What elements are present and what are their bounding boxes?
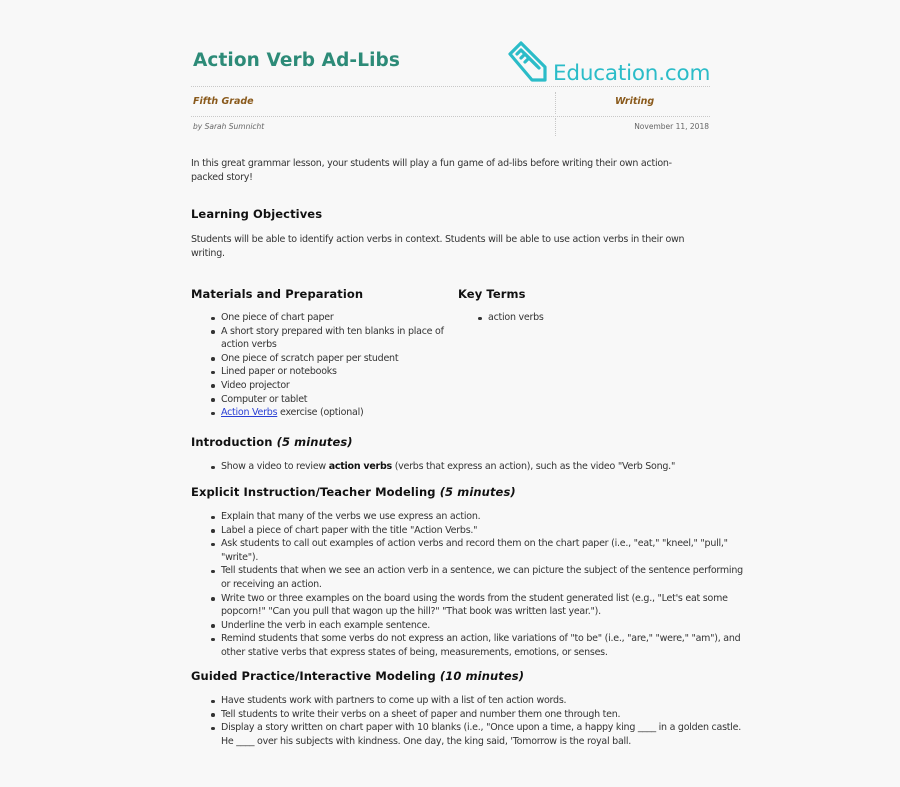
explicit-instruction-heading: [191, 485, 516, 499]
list-item: Underline the verb in each example sentence.: [221, 619, 743, 633]
action-verbs-link[interactable]: Action Verbs: [221, 407, 278, 419]
divider: [191, 86, 710, 87]
section-duration: (10 minutes): [439, 669, 525, 683]
list-item: A short story prepared with ten blanks in place of action verbs: [221, 325, 471, 352]
list-item: Write two or three examples on the board using the words from the student generated list (e.g., "Let's eat some popcorn!" "Can you pull that wagon up the hill?" "That book was written last year.").: [221, 592, 743, 619]
explicit-instruction-list: [191, 510, 743, 660]
introduction-heading: [191, 435, 353, 449]
list-item: Lined paper or notebooks: [221, 365, 471, 379]
divider: [555, 118, 556, 136]
materials-list: [191, 311, 471, 420]
page-title: Action Verb Ad-Libs: [193, 50, 400, 71]
list-item: Display a story written on chart paper with 10 blanks (i.e., "Once upon a time, a happy king ____ in a golden castle. He ____ over his subjects with kindness. One day, the king said, 'Tomorrow is the royal ball.: [221, 722, 742, 747]
key-terms-heading: Key Terms: [458, 287, 526, 301]
list-item: Tell students that when we see an action verb in a sentence, we can picture the subject of the sentence performing or receiving an action.: [221, 565, 743, 590]
guided-practice-list: [191, 694, 743, 748]
list-item: action verbs: [488, 312, 544, 323]
materials-heading: Materials and Preparation: [191, 287, 364, 301]
learning-objectives-text: Students will be able to identify action verbs in context. Students will be able to use action verbs in their own writing.: [191, 234, 685, 259]
divider: [555, 92, 556, 114]
list-item: [221, 406, 471, 420]
list-item: Label a piece of chart paper with the title "Action Verbs.": [221, 524, 743, 538]
pencil-logo-icon: [507, 40, 551, 84]
education-com-logo[interactable]: [507, 40, 710, 84]
section-title: Introduction: [191, 435, 273, 449]
section-title: Guided Practice/Interactive Modeling: [191, 669, 436, 683]
subject-label: Writing: [615, 96, 655, 107]
section-duration: (5 minutes): [276, 435, 353, 449]
date-label: November 11, 2018: [634, 122, 709, 131]
lesson-plan-page: [191, 0, 743, 747]
item-text: (verbs that express an action), such as the video "Verb Song.": [391, 461, 676, 472]
link-item-rest: exercise (optional): [277, 407, 364, 419]
key-terms-list: [459, 311, 544, 325]
list-item: Explain that many of the verbs we use express an action.: [221, 510, 743, 524]
list-item: Video projector: [221, 379, 471, 393]
introduction-list: [191, 460, 741, 474]
list-item: Computer or tablet: [221, 393, 471, 407]
section-title: Explicit Instruction/Teacher Modeling: [191, 485, 436, 499]
learning-objectives-heading: Learning Objectives: [191, 207, 323, 221]
author-label: by Sarah Sumnicht: [193, 122, 265, 131]
document-header: [191, 0, 710, 88]
intro-paragraph: In this great grammar lesson, your students will play a fun game of ad-libs before writing their own action-packed story!: [191, 158, 672, 183]
list-item: Remind students that some verbs do not express an action, like variations of "to be" (i.e., "are," "were," "am"), and other stative verbs that express states of being, measurements, emotions, or senses.: [221, 632, 743, 659]
list-item: [221, 460, 741, 474]
grade-label: Fifth Grade: [193, 96, 254, 107]
item-bold-text: action verbs: [328, 461, 392, 472]
list-item: Ask students to call out examples of action verbs and record them on the chart paper (i.e., "eat," "kneel," "pull," "write").: [221, 537, 743, 564]
list-item: Tell students to write their verbs on a sheet of paper and number them one through ten.: [221, 708, 743, 722]
list-item: One piece of scratch paper per student: [221, 352, 471, 366]
logo-text: Education.com: [553, 61, 711, 86]
item-text: Show a video to review: [221, 461, 329, 472]
section-duration: (5 minutes): [439, 485, 516, 499]
list-item: Have students work with partners to come up with a list of ten action words.: [221, 694, 743, 708]
guided-practice-heading: [191, 669, 524, 683]
divider: [191, 116, 710, 117]
list-item: One piece of chart paper: [221, 311, 471, 325]
